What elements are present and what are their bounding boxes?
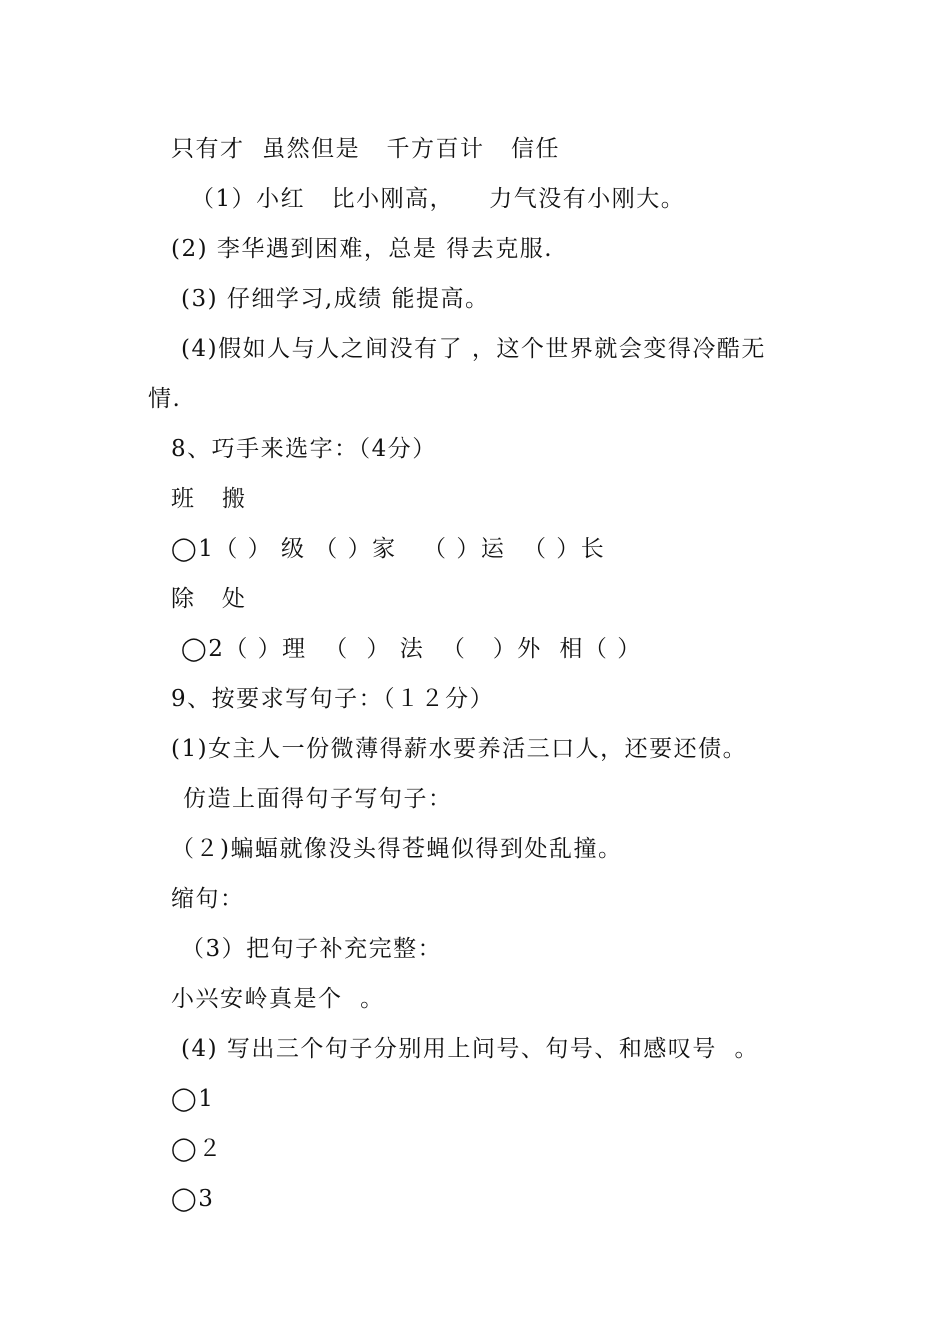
answer-line-1: ◯1 <box>171 1086 215 1112</box>
question-9-heading: 9、按要求写句子：（１２分） <box>171 686 495 712</box>
question-7-item-4: (4)假如人与人之间没有了 ，这个世界就会变得冷酷无 <box>181 336 766 362</box>
question-9-item-2-instruction: 缩句： <box>171 886 245 912</box>
question-8-blanks-2: ◯2（ ）理 （ ） 法 （ ）外 相（ ） <box>181 636 642 662</box>
question-9-item-3: （3）把句子补充完整： <box>181 936 443 962</box>
question-8-blanks-1: ◯1（ ） 级 （ ）家 （ ）运 （ ）长 <box>171 536 606 562</box>
question-7-item-2: (2) 李华遇到困难，总是 得去克服. <box>171 236 554 262</box>
question-9-item-2: （２)蝙蝠就像没头得苍蝇似得到处乱撞。 <box>171 836 623 862</box>
question-9-item-3-sentence: 小兴安岭真是个 。 <box>171 986 385 1012</box>
question-8-word-pair-1: 班 搬 <box>171 486 247 512</box>
answer-line-3: ◯3 <box>171 1186 215 1212</box>
question-7-item-3: (3) 仔细学习,成绩 能提高。 <box>181 286 490 312</box>
question-7-item-4-continued: 情. <box>148 386 182 412</box>
question-8-heading: 8、巧手来选字：（4分） <box>171 436 437 462</box>
question-8-word-pair-2: 除 处 <box>171 586 247 612</box>
question-9-item-1: (1)女主人一份微薄得薪水要养活三口人，还要还债。 <box>171 736 748 762</box>
question-7-item-1: （1）小红 比小刚高， 力气没有小刚大。 <box>191 186 686 212</box>
answer-line-2: ◯２ <box>171 1136 223 1162</box>
word-bank-line: 只有才 虽然但是 千方百计 信任 <box>171 136 560 162</box>
question-9-item-1-instruction: 仿造上面得句子写句子： <box>183 786 453 812</box>
question-9-item-4: (4) 写出三个句子分别用上问号、句号、和感叹号 。 <box>181 1036 760 1062</box>
